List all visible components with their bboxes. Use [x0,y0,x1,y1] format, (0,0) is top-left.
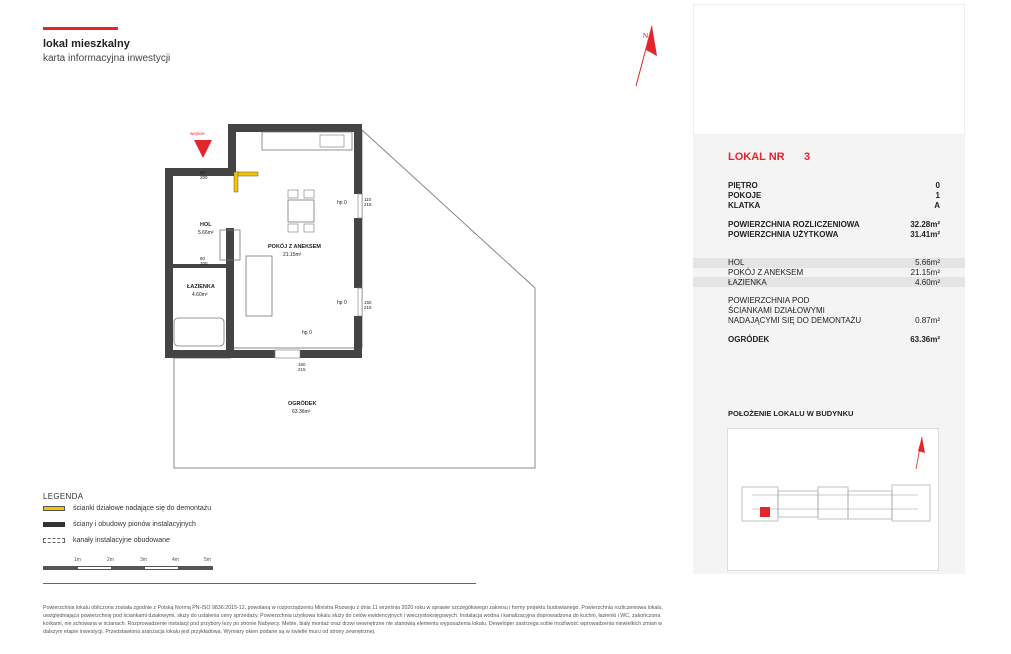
room-label: ŁAZIENKA [728,278,767,287]
room-row [728,268,940,277]
scale-label: 4m [172,557,179,563]
area-row [728,220,940,229]
room-value: 21.15m² [910,268,940,277]
hp-label: hp 0 [302,330,312,336]
legend-title: LEGENDA [43,492,84,501]
lokal-number: 3 [804,151,811,163]
scale-label: 1m [74,557,81,563]
area-value: 32.28m² [910,220,940,229]
scale-label: 5m [204,557,211,563]
room-value: 4.60m² [915,278,940,287]
legend-item [43,537,170,544]
room-label: HOL [728,258,745,267]
garden-value: 63.36m² [910,335,940,344]
entrance-label: wejście [190,131,205,136]
room-area-hol: 5.66m² [198,230,214,236]
room-label: POKÓJ Z ANEKSEM [728,268,804,277]
hp-label: hp 0 [337,300,347,306]
partition-text: NADAJĄCYMI SIĘ DO DEMONTAŻU [728,316,862,325]
partition-line [728,306,940,315]
area-label: POWIERZCHNIA UŻYTKOWA [728,230,839,239]
door-dimension: 80 200 [200,256,208,266]
info-row [728,181,940,190]
legend-item [43,521,196,528]
partition-text: POWIERZCHNIA POD [728,296,810,305]
info-value: 0 [935,181,940,190]
room-name-ogrodek: OGRÓDEK [288,401,317,407]
door-dimension: 90 200 [200,170,208,180]
divider-line [43,583,476,584]
partition-swatch [43,506,65,511]
page-title: lokal mieszkalny [43,38,130,50]
area-row [728,230,940,239]
partition-text: ŚCIANKAMI DZIAŁOWYMI [728,306,825,315]
legend-item-label: ściany i obudowy pionów instalacyjnych [73,521,196,528]
partition-value: 0.87m² [915,316,940,325]
area-value: 31.41m² [910,230,940,239]
room-row [728,258,940,267]
room-area-pokoj: 21.15m² [283,252,302,258]
garden-row [728,335,940,344]
legend-item [43,505,211,512]
footnote: Powierzchnia lokalu obliczona została zgodnie z Polską Normą PN-ISO 9836:2015-12, powołaną w rozporządzeniu Ministra Rozwoju z dnia 11 września 2020 roku w sprawie szczegółowego zakresu i formy projektu budowlanego. Powierzchnia rozliczeniowa lokalu, uwzględniająca powierzchnię pod ściankami działowymi, służy do ustalenia ceny sprzedaży. Powierzchnia użytkowa lokalu służy do celów ewidencyjnych i wieczystoksięgowych. Instalacja wodna i kanalizacyjna doprowadzona do kuchni, łazienki i WC, zakończona korkami, nie schowana w ścianach. Rozprowadzenie instalacji pod przybory leży po stronie Nabywcy. Meble, biały montaż oraz drzwi wewnętrzne nie stanowią elementu wyposażenia lokalu. Deweloper zastrzega sobie możliwość wprowadzenia niewielkich zmian w dalszym etapie inwestycji. Przedstawiona aranżacja lokalu jest przykładowa. Wymiary okien podane są w świetle muru od strony zewnętrznej. [43,605,663,635]
room-row [728,278,940,287]
info-row [728,201,940,210]
room-name-lazienka: ŁAZIENKA [187,284,215,290]
room-area-lazienka: 4.60m² [192,292,208,298]
scale-label: 2m [107,557,114,563]
info-label: KLATKA [728,201,761,210]
info-value: A [934,201,940,210]
north-arrow-icon [630,20,660,90]
info-label: PIĘTRO [728,181,758,190]
scale-bar [43,566,213,570]
partition-line [728,296,940,305]
hp-label: hp 0 [337,200,347,206]
garden-label: OGRÓDEK [728,335,770,344]
window-dimension: 110 215 [364,197,372,207]
room-name-hol: HOL [200,222,212,228]
building-plan-thumbnail [728,429,938,570]
legend-item-label: ścianki działowe nadające się do demontażu [73,505,212,512]
legend-item-label: kanały instalacyjne obudowane [73,537,170,544]
panel-header-area [693,4,965,135]
lokal-label: LOKAL NR [728,151,785,163]
page-subtitle: karta informacyjna inwestycji [43,53,171,64]
room-area-ogrodek: 63.36m² [292,409,311,415]
scale-label: 3m [140,557,147,563]
info-value: 1 [935,191,940,200]
window-dimension: 150 215 [364,300,372,310]
channel-swatch [43,538,65,543]
accent-bar [43,27,118,30]
svg-text:N: N [643,33,649,40]
floor-plan [160,118,540,473]
partition-row [728,316,940,325]
room-value: 5.66m² [915,258,940,267]
wall-swatch [43,522,65,527]
room-name-pokoj: POKÓJ Z ANEKSEM [268,244,321,250]
building-location-map [727,428,939,571]
info-row [728,191,940,200]
info-label: POKOJE [728,191,762,200]
area-label: POWIERZCHNIA ROZLICZENIOWA [728,220,860,229]
window-dimension: 160 215 [298,362,306,372]
location-title: POŁOŻENIE LOKALU W BUDYNKU [728,409,854,418]
